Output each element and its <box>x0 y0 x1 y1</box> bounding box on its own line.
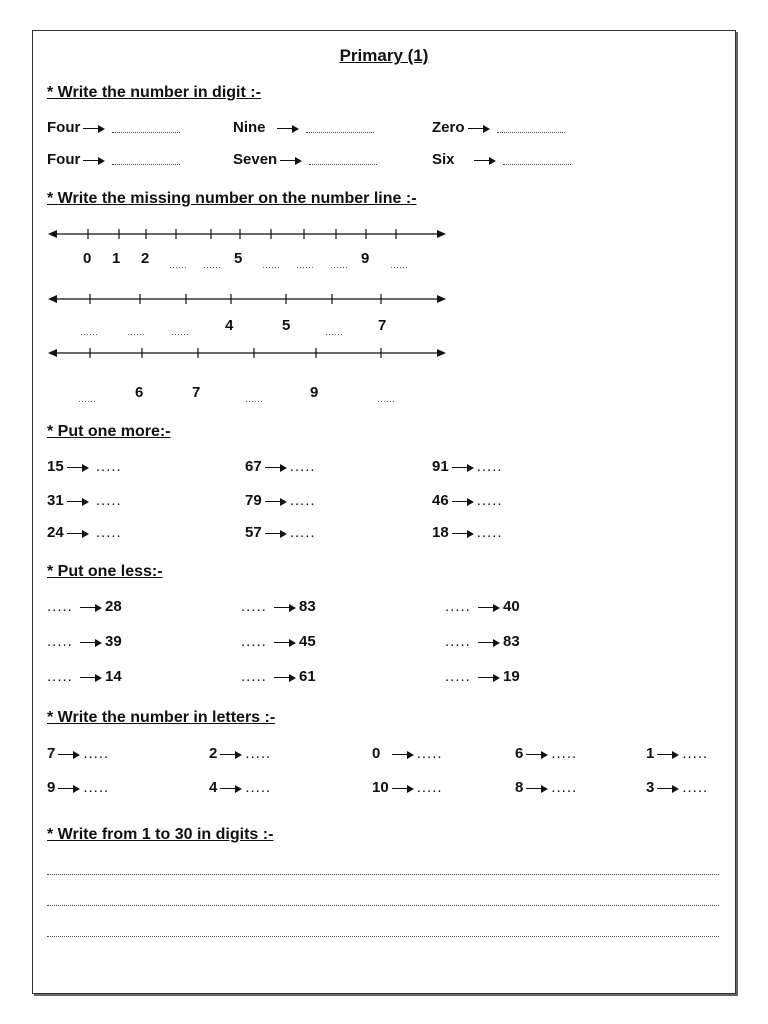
number: 2 <box>209 745 218 762</box>
letters-item <box>209 744 271 764</box>
number: 3 <box>646 779 655 796</box>
arrow-icon <box>265 528 287 538</box>
answer-blank[interactable] <box>309 156 377 165</box>
answer-blank[interactable]: ..... <box>476 492 503 509</box>
digit-word: Four <box>47 151 81 168</box>
arrow-icon <box>58 783 80 793</box>
nl-blank[interactable]: …… <box>330 260 348 270</box>
nl-blank[interactable]: …… <box>262 260 280 270</box>
answer-blank[interactable]: ..... <box>95 492 122 509</box>
answer-blank[interactable]: ..... <box>289 524 316 541</box>
nl-blank[interactable]: …… <box>169 260 187 270</box>
digit-item <box>47 118 180 138</box>
letters-item <box>515 778 577 798</box>
number: 0 <box>372 745 381 762</box>
answer-blank[interactable]: ..... <box>245 779 272 796</box>
worksheet-frame <box>32 30 736 994</box>
answer-blank[interactable]: ..... <box>241 668 267 685</box>
arrow-icon <box>392 749 414 759</box>
arrow-icon <box>657 783 679 793</box>
one-more-item <box>432 457 503 477</box>
answer-blank[interactable] <box>503 156 571 165</box>
digit-item <box>233 150 377 170</box>
digit-word: Six <box>432 151 455 168</box>
number-line-3 <box>48 343 450 363</box>
arrow-icon <box>468 123 490 133</box>
answer-blank[interactable]: ..... <box>289 492 316 509</box>
arrow-icon <box>67 528 89 538</box>
nl-label: 0 <box>83 250 92 267</box>
arrow-icon <box>526 783 548 793</box>
arrow-icon <box>265 462 287 472</box>
answer-blank[interactable]: ..... <box>682 745 709 762</box>
answer-blank[interactable] <box>306 124 374 133</box>
nl-blank[interactable]: …… <box>80 327 98 337</box>
arrow-icon <box>452 462 474 472</box>
number: 7 <box>47 745 56 762</box>
number: 18 <box>432 524 449 541</box>
arrow-icon <box>220 783 242 793</box>
answer-blank[interactable]: ..... <box>682 779 709 796</box>
answer-blank[interactable]: ..... <box>47 633 73 650</box>
digit-item <box>47 150 180 170</box>
number: 31 <box>47 492 64 509</box>
letters-item <box>515 744 577 764</box>
letters-item <box>47 744 109 764</box>
nl-label: 5 <box>234 250 243 267</box>
number: 15 <box>47 458 64 475</box>
digit-word: Zero <box>432 119 465 136</box>
digit-word: Seven <box>233 151 278 168</box>
number: 19 <box>503 668 520 685</box>
arrow-icon <box>274 602 296 612</box>
writing-line[interactable] <box>47 905 719 906</box>
arrow-icon <box>452 528 474 538</box>
answer-blank[interactable]: ..... <box>551 779 578 796</box>
number: 79 <box>245 492 262 509</box>
nl-blank[interactable]: …… <box>245 394 263 404</box>
one-less-item <box>445 667 520 687</box>
arrow-icon <box>452 496 474 506</box>
arrow-icon <box>478 637 500 647</box>
letters-item <box>372 744 443 764</box>
answer-blank[interactable]: ..... <box>445 598 471 615</box>
one-more-item <box>47 457 122 477</box>
answer-blank[interactable] <box>112 124 180 133</box>
answer-blank[interactable]: ..... <box>47 668 73 685</box>
arrow-icon <box>67 462 89 472</box>
arrow-icon <box>474 155 496 165</box>
answer-blank[interactable]: ..... <box>95 458 122 475</box>
answer-blank[interactable] <box>112 156 180 165</box>
one-less-item <box>241 632 316 652</box>
number: 57 <box>245 524 262 541</box>
nl-label: 1 <box>112 250 121 267</box>
one-less-item <box>445 597 520 617</box>
answer-blank[interactable]: ..... <box>241 598 267 615</box>
one-more-item <box>432 491 503 511</box>
one-less-item <box>47 597 122 617</box>
number: 39 <box>105 633 122 650</box>
one-less-item <box>241 667 316 687</box>
heading-one-more: * Put one more:- <box>47 423 171 440</box>
digit-word: Four <box>47 119 81 136</box>
arrow-icon <box>274 672 296 682</box>
number: 9 <box>47 779 56 796</box>
heading-write-1-to-30: * Write from 1 to 30 in digits :- <box>47 826 274 843</box>
nl-label: 6 <box>135 384 144 401</box>
nl-label: 7 <box>378 317 387 334</box>
arrow-icon <box>657 749 679 759</box>
nl-blank[interactable]: …… <box>296 260 314 270</box>
letters-item <box>646 744 708 764</box>
number: 4 <box>209 779 218 796</box>
answer-blank[interactable]: ..... <box>47 598 73 615</box>
one-less-item <box>47 632 122 652</box>
heading-one-less: * Put one less:- <box>47 563 163 580</box>
answer-blank[interactable] <box>497 124 565 133</box>
heading-number-line: * Write the missing number on the number line :- <box>47 190 417 207</box>
arrow-icon <box>83 155 105 165</box>
number: 91 <box>432 458 449 475</box>
letters-item <box>372 778 443 798</box>
answer-blank[interactable]: ..... <box>245 745 272 762</box>
digit-item <box>432 150 571 170</box>
arrow-icon <box>274 637 296 647</box>
arrow-icon <box>220 749 242 759</box>
number-line-1 <box>48 224 450 244</box>
heading-number-in-letters: * Write the number in letters :- <box>47 709 276 726</box>
one-more-item <box>47 491 122 511</box>
worksheet-title: Primary (1) <box>339 46 429 65</box>
nl-label: 5 <box>282 317 291 334</box>
answer-blank[interactable]: ..... <box>445 668 471 685</box>
arrow-icon <box>80 672 102 682</box>
answer-blank[interactable]: ..... <box>241 633 267 650</box>
writing-line[interactable] <box>47 936 719 937</box>
arrow-icon <box>80 637 102 647</box>
nl-blank[interactable]: …… <box>203 260 221 270</box>
number: 14 <box>105 668 122 685</box>
letters-item <box>47 778 109 798</box>
nl-blank[interactable]: …… <box>377 394 395 404</box>
number: 83 <box>503 633 520 650</box>
number: 46 <box>432 492 449 509</box>
arrow-icon <box>392 783 414 793</box>
answer-blank[interactable]: ..... <box>416 779 443 796</box>
one-less-item <box>445 632 520 652</box>
number: 10 <box>372 779 389 796</box>
answer-blank[interactable]: ..... <box>416 745 443 762</box>
nl-blank[interactable]: …… <box>325 327 343 337</box>
arrow-icon <box>80 602 102 612</box>
answer-blank[interactable]: ..... <box>551 745 578 762</box>
answer-blank[interactable]: ..... <box>83 779 110 796</box>
number: 83 <box>299 598 316 615</box>
letters-item <box>209 778 271 798</box>
arrow-icon <box>277 123 299 133</box>
answer-blank[interactable]: ..... <box>476 524 503 541</box>
digit-word: Nine <box>233 119 266 136</box>
digit-item <box>432 118 565 138</box>
arrow-icon <box>478 672 500 682</box>
one-less-item <box>47 667 122 687</box>
one-more-item <box>245 457 316 477</box>
number-line-2 <box>48 289 450 309</box>
number: 6 <box>515 745 524 762</box>
number: 45 <box>299 633 316 650</box>
arrow-icon <box>83 123 105 133</box>
number: 28 <box>105 598 122 615</box>
number: 8 <box>515 779 524 796</box>
one-more-item <box>245 523 316 543</box>
number: 61 <box>299 668 316 685</box>
number: 67 <box>245 458 262 475</box>
one-more-item <box>47 523 122 543</box>
nl-blank[interactable]: …… <box>171 327 189 337</box>
one-more-item <box>432 523 503 543</box>
heading-number-in-digit: * Write the number in digit :- <box>47 84 261 101</box>
arrow-icon <box>67 496 89 506</box>
one-less-item <box>241 597 316 617</box>
nl-blank[interactable]: …… <box>78 394 96 404</box>
number: 1 <box>646 745 655 762</box>
nl-label: 4 <box>225 317 234 334</box>
nl-label: 9 <box>361 250 370 267</box>
arrow-icon <box>280 155 302 165</box>
nl-label: 2 <box>141 250 150 267</box>
nl-label: 9 <box>310 384 319 401</box>
writing-line[interactable] <box>47 874 719 875</box>
number: 40 <box>503 598 520 615</box>
arrow-icon <box>265 496 287 506</box>
number: 24 <box>47 524 64 541</box>
arrow-icon <box>526 749 548 759</box>
answer-blank[interactable]: ..... <box>445 633 471 650</box>
one-more-item <box>245 491 316 511</box>
letters-item <box>646 778 708 798</box>
arrow-icon <box>58 749 80 759</box>
nl-blank[interactable]: …… <box>390 260 408 270</box>
nl-label: 7 <box>192 384 201 401</box>
answer-blank[interactable]: ..... <box>289 458 316 475</box>
arrow-icon <box>478 602 500 612</box>
answer-blank[interactable]: ..... <box>95 524 122 541</box>
answer-blank[interactable]: ..... <box>476 458 503 475</box>
answer-blank[interactable]: ..... <box>83 745 110 762</box>
nl-blank[interactable]: …… <box>127 327 145 337</box>
digit-item <box>233 118 374 138</box>
